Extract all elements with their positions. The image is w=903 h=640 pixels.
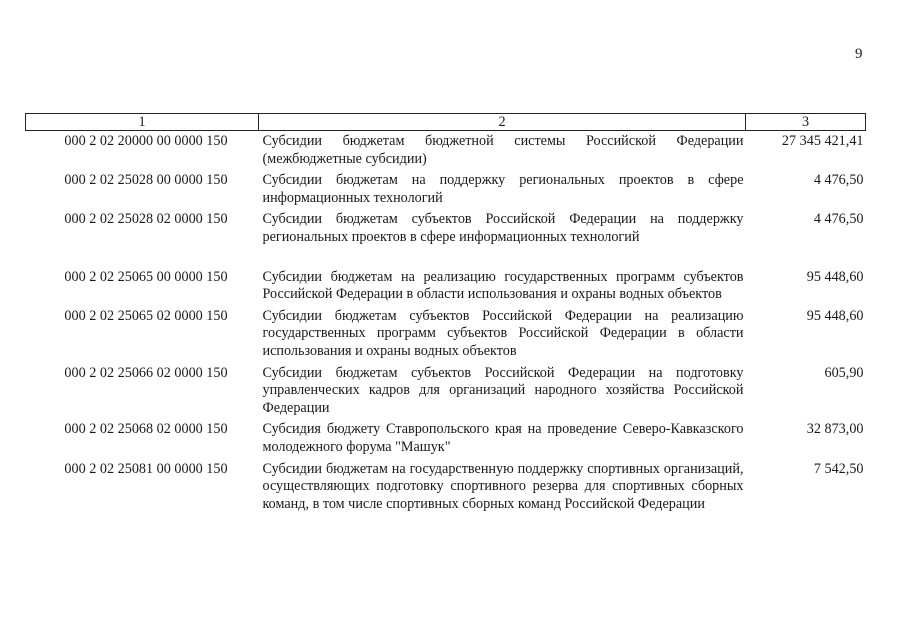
table-row bbox=[26, 419, 866, 458]
row-description: Субсидии бюджетам субъектов Российской Федерации на подготовку управленческих кадров для организаций народного хозяйства Российской Федерации bbox=[262, 364, 744, 416]
row-code: 000 2 02 25065 02 0000 150 bbox=[64, 307, 228, 324]
row-amount: 95 448,60 bbox=[806, 307, 864, 324]
table-row bbox=[26, 363, 866, 420]
column-header-2: 2 bbox=[259, 114, 746, 131]
row-description: Субсидии бюджетам субъектов Российской Федерации на реализацию государственных программ субъектов Российской Федерации в области использования и охраны водных объектов bbox=[262, 307, 744, 359]
row-amount: 605,90 bbox=[824, 364, 864, 381]
row-amount: 27 345 421,41 bbox=[781, 133, 864, 149]
table-row bbox=[26, 209, 866, 266]
row-code: 000 2 02 25065 00 0000 150 bbox=[64, 268, 228, 285]
column-header-3: 3 bbox=[746, 114, 866, 131]
row-amount: 32 873,00 bbox=[806, 421, 864, 438]
row-amount: 4 476,50 bbox=[813, 172, 864, 189]
row-description: Субсидия бюджету Ставропольского края на проведение Северо-Кавказского молодежного форума "Машук" bbox=[262, 421, 744, 455]
row-amount: 4 476,50 bbox=[813, 211, 864, 228]
row-code: 000 2 02 20000 00 0000 150 bbox=[64, 133, 228, 149]
row-code: 000 2 02 25028 02 0000 150 bbox=[64, 211, 228, 228]
table-row bbox=[26, 306, 866, 363]
table-row bbox=[26, 170, 866, 209]
row-code: 000 2 02 25068 02 0000 150 bbox=[64, 421, 228, 438]
table-row bbox=[26, 267, 866, 306]
row-description: Субсидии бюджетам субъектов Российской Федерации на поддержку региональных проектов в сфере информационных технологий bbox=[262, 211, 744, 245]
table-row bbox=[26, 131, 866, 171]
row-code: 000 2 02 25081 00 0000 150 bbox=[64, 460, 228, 477]
table-header-row bbox=[26, 114, 866, 131]
column-header-1: 1 bbox=[26, 114, 259, 131]
row-amount: 7 542,50 bbox=[813, 460, 864, 477]
row-code: 000 2 02 25066 02 0000 150 bbox=[64, 364, 228, 381]
page-number: 9 bbox=[855, 46, 863, 62]
row-description: Субсидии бюджетам бюджетной системы Российской Федерации (межбюджетные субсидии) bbox=[262, 133, 744, 167]
row-code: 000 2 02 25028 00 0000 150 bbox=[64, 172, 228, 189]
row-amount: 95 448,60 bbox=[806, 268, 864, 285]
row-description: Субсидии бюджетам на поддержку региональных проектов в сфере информационных технологий bbox=[262, 172, 744, 206]
table-row bbox=[26, 459, 866, 516]
budget-table bbox=[25, 113, 866, 515]
row-description: Субсидии бюджетам на государственную поддержку спортивных организаций, осуществляющих подготовку спортивного резерва для спортивных сборных команд, в том числе спортивных сборных команд Российской Федерации bbox=[262, 460, 744, 512]
row-description: Субсидии бюджетам на реализацию государственных программ субъектов Российской Федерации в области использования и охраны водных объектов bbox=[262, 268, 744, 303]
